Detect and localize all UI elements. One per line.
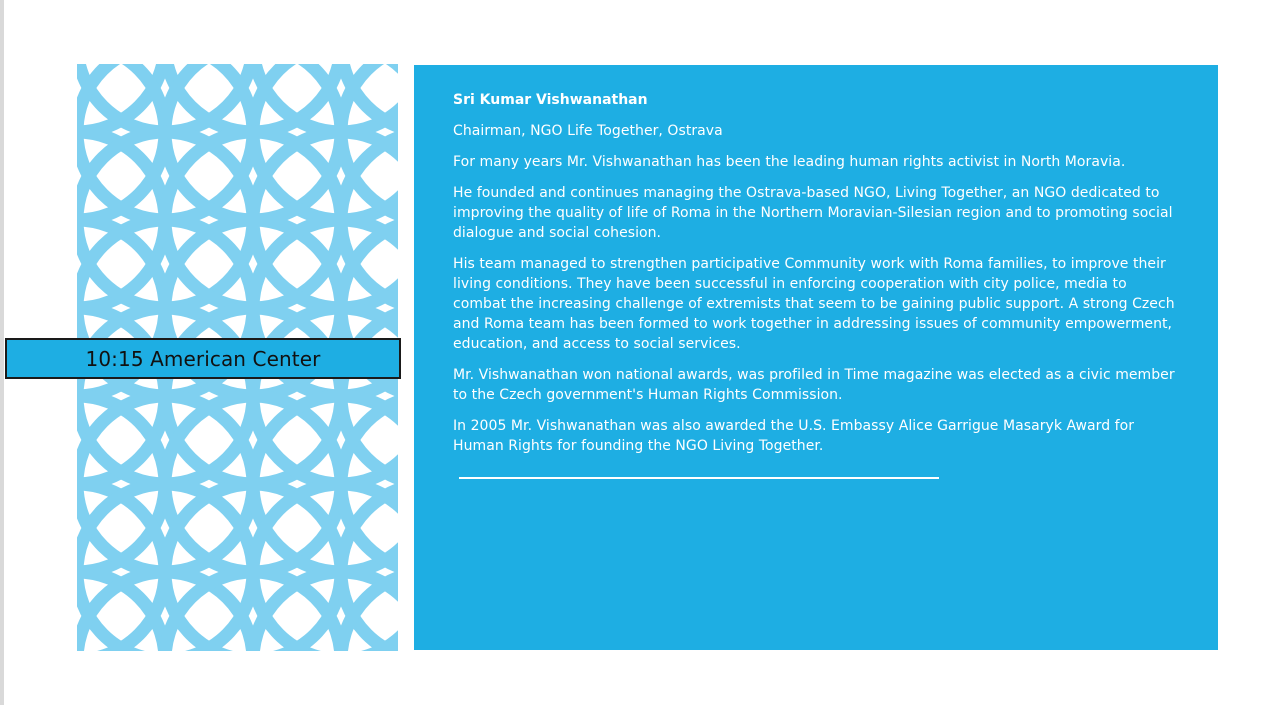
bio-paragraph: In 2005 Mr. Vishwanathan was also awarded the U.S. Embassy Alice Garrigue Masaryk Award for Human Rights for founding the NGO Living Together. xyxy=(453,418,1135,454)
speaker-bio-panel xyxy=(414,65,1218,650)
bio-paragraph: Mr. Vishwanathan won national awards, was profiled in Time magazine was elected as a civic member to the Czech government's Human Rights Commission. xyxy=(453,367,1175,403)
speaker-name: Sri Kumar Vishwanathan xyxy=(453,92,648,108)
page-left-edge xyxy=(0,0,4,705)
bio-paragraph: For many years Mr. Vishwanathan has been the leading human rights activist in North Moravia. xyxy=(453,154,1126,170)
speaker-title: Chairman, NGO Life Together, Ostrava xyxy=(453,123,723,139)
bio-paragraph: He founded and continues managing the Ostrava-based NGO, Living Together, an NGO dedicated to improving the quality of life of Roma in the Northern Moravian-Silesian region and to promoting social dialogue and social cohesion. xyxy=(453,185,1173,241)
bio-divider xyxy=(459,477,939,479)
bio-paragraph: His team managed to strengthen participative Community work with Roma families, to improve their living conditions. They have been successful in enforcing cooperation with city police, media to combat the increasing challenge of extremists that seem to be gaining public support. A strong Czech and Roma team has been formed to work together in addressing issues of community empowerment, education, and access to social services. xyxy=(453,256,1175,352)
session-time-banner xyxy=(5,338,401,379)
session-time-label: 10:15 American Center xyxy=(85,346,321,371)
